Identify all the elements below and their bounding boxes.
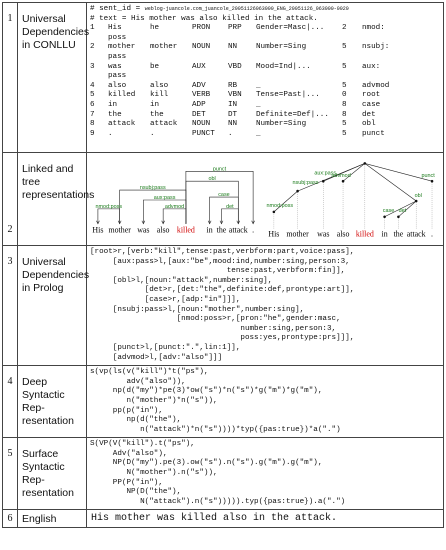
tree-edge	[365, 163, 416, 201]
conllu-cell: root	[362, 91, 381, 100]
conllu-cell: 4	[90, 81, 95, 90]
conllu-cell: Number=Sing	[256, 120, 307, 129]
linked-word: attack	[228, 225, 248, 235]
conllu-cell: 1	[90, 24, 95, 33]
tree-word: mother	[286, 229, 309, 239]
conllu-cell: 8	[342, 110, 347, 119]
conllu-token-row	[90, 72, 402, 82]
row-number: 6	[3, 510, 18, 528]
tree-word: attack	[406, 229, 426, 239]
conllu-cell: VBD	[228, 62, 242, 71]
conllu-cell: 2	[342, 24, 347, 33]
conllu-cell: _	[256, 100, 261, 109]
conllu-cell: Gender=Masc|...	[256, 24, 325, 33]
conllu-cell	[256, 34, 342, 44]
arc-label: nmod:poss	[95, 203, 123, 210]
tree-node	[415, 200, 418, 203]
tree-word: His	[268, 229, 280, 239]
row-label: Deep Syntactic Rep- resentation	[18, 366, 87, 438]
conllu-token-row	[90, 82, 402, 92]
conllu-cell	[256, 72, 342, 82]
conllu-cell: in	[108, 100, 118, 109]
sent-id-line	[90, 5, 440, 15]
conllu-cell: be	[150, 62, 160, 71]
linked-dependency-graph	[90, 157, 258, 241]
dependency-arc	[186, 181, 238, 224]
conllu-cell: killed	[108, 91, 136, 100]
arc-label: punct	[212, 166, 227, 173]
arc-label: aux:pass	[153, 195, 176, 201]
tree-word: .	[431, 229, 434, 239]
conllu-cell	[90, 53, 108, 63]
conllu-cell: Definite=Def|...	[256, 110, 329, 119]
tree-node	[342, 180, 345, 183]
tree-edge-label: nmod:poss	[266, 202, 294, 209]
conllu-token-table	[90, 24, 402, 139]
conllu-cell: he	[150, 24, 160, 33]
conllu-cell: in	[150, 100, 160, 109]
row-number: 4	[3, 366, 18, 438]
conllu-cell	[90, 34, 108, 44]
conllu-cell	[192, 34, 228, 44]
conllu-cell	[362, 53, 402, 63]
arc-label: case	[218, 192, 230, 199]
conllu-cell: 6	[90, 100, 95, 109]
conllu-token-row	[90, 101, 402, 111]
conllu-token-row	[90, 43, 402, 53]
linked-word: His	[92, 225, 104, 235]
conllu-cell: obl	[362, 120, 376, 129]
tree-node	[273, 211, 276, 214]
conllu-cell: 5	[342, 129, 347, 138]
tree-word: killed	[355, 229, 374, 239]
tree-word: also	[336, 229, 350, 239]
graph-content	[87, 153, 444, 246]
conllu-token-row	[90, 63, 402, 73]
conllu-cell	[192, 72, 228, 82]
conllu-cell: DT	[228, 110, 238, 119]
tree-edge-label: aux:pass	[314, 170, 337, 177]
conllu-token-row	[90, 120, 402, 130]
tree-word: was	[317, 229, 330, 239]
conllu-cell: 9	[90, 129, 95, 138]
conllu-cell: NN	[228, 43, 238, 52]
table-row	[3, 366, 444, 438]
conllu-cell: was	[108, 62, 122, 71]
tree-node	[397, 216, 400, 219]
conllu-cell: 0	[342, 91, 347, 100]
conllu-cell: punct	[362, 129, 385, 138]
tree-edge-label: obl	[414, 193, 422, 200]
conllu-cell: RB	[228, 81, 238, 90]
table-row	[3, 510, 444, 528]
linked-word: the	[216, 225, 227, 235]
text-line: # text = His mother was also killed in the attack.	[90, 14, 318, 23]
conllu-cell: kill	[150, 91, 169, 100]
conllu-cell: AUX	[192, 62, 206, 71]
table-row	[3, 438, 444, 510]
table-row	[3, 153, 444, 246]
linked-word: mother	[108, 225, 131, 235]
conllu-token-row	[90, 53, 402, 63]
conllu-cell: VBN	[228, 91, 242, 100]
conllu-cell: ADV	[192, 81, 206, 90]
conllu-cell: _	[256, 81, 261, 90]
sent-id-prefix: # sent_id =	[90, 5, 145, 13]
dependency-arc	[163, 209, 186, 224]
conllu-cell	[256, 53, 342, 63]
arc-label: det	[226, 203, 234, 210]
linked-word: was	[137, 225, 150, 235]
conllu-cell: 5	[342, 120, 347, 129]
conllu-cell: case	[362, 100, 381, 109]
conllu-cell: DET	[192, 110, 206, 119]
conllu-cell: .	[228, 129, 233, 138]
conllu-cell: nmod:	[362, 24, 385, 33]
conllu-cell: PRP	[228, 24, 242, 33]
conllu-cell: also	[150, 81, 169, 90]
conllu-cell: 5	[342, 81, 347, 90]
surface-syntactic-code: S(VP(V("kill").t("ps"), Adv("also"), NP(D("my").pe(3).ow("s").n("s").g("m").g("m"), N("mother").n("s")), PP(P("in"), NP(D("the"), N("attack").n("s"))))).typ({pas:true}).a(".")	[90, 440, 346, 506]
conllu-cell	[228, 53, 256, 63]
conllu-cell: 7	[90, 110, 95, 119]
conllu-cell: VERB	[192, 91, 211, 100]
conllu-cell: pass	[108, 72, 127, 81]
row-number: 3	[3, 246, 18, 366]
conllu-cell: pass	[108, 52, 127, 61]
conllu-token-row	[90, 130, 402, 140]
linked-word: also	[156, 225, 170, 235]
sent-id-value: weblog-juancole.com_juancole_20051126063000_ENG_20051126_063000-0020	[144, 6, 349, 12]
conllu-cell	[342, 53, 362, 63]
conllu-cell: Tense=Past|...	[256, 91, 320, 100]
tree-word: in	[381, 229, 388, 239]
row-label: Linked and tree representations	[18, 153, 87, 246]
conllu-cell: Number=Sing	[256, 43, 307, 52]
conllu-cell: 5	[90, 91, 95, 100]
conllu-cell: 8	[90, 120, 95, 129]
row-label: Surface Syntactic Rep- resentation	[18, 438, 87, 510]
conllu-cell	[150, 53, 192, 63]
conllu-token-row	[90, 34, 402, 44]
tree-edge-label: punct	[421, 173, 435, 180]
row-label: English	[18, 510, 87, 528]
conllu-content	[87, 3, 444, 153]
conllu-cell: mother	[108, 43, 136, 52]
conllu-cell	[192, 53, 228, 63]
conllu-cell: NN	[228, 120, 238, 129]
conllu-cell	[342, 72, 362, 82]
conllu-cell: ADP	[192, 100, 206, 109]
arc-label: nsubj:pass	[139, 185, 166, 192]
conllu-cell: attack	[108, 120, 136, 129]
conllu-cell: advmod	[362, 81, 390, 90]
deep-syntactic-code: s(vp(ls(v("kill")*t("ps"), adv("also")), np(d("my")*pe(3)*ow("s")*n("s")*g("m")*g("m"), n("mother")*n("s")), pp(p("in"), np(d("the"), n("attack")*n("s"))))*typ({pas:true})*a(".")	[90, 368, 341, 434]
row-label: Universal Dependencies in CONLLU	[18, 3, 87, 153]
conllu-token-row	[90, 24, 402, 34]
conllu-token-row	[90, 91, 402, 101]
tree-edge-label: det	[398, 207, 407, 214]
arc-label: obl	[208, 176, 216, 183]
tree-node	[383, 216, 386, 219]
prolog-code: [root>r,[verb:"kill",tense:past,verbform:part,voice:pass], [aux:pass>l,[aux:"be",mood:ind,number:sing,person:3, tense:past,verbform:fin]], [obl>l,[noun:"attack",number:sing], [det>r,[det:"the",definite:def,prontype:art]], [case>r,[adp:"in"]]], [nsubj:pass>l,[noun:"mother",number:sing], [nmod:poss>r,[pron:"he",gender:masc, number:sing,person:3, poss:yes,prontype:prs]]], [punct>l,[punct:".",lin:1]], [advmod>l,[adv:"also"]]]	[90, 248, 355, 362]
conllu-cell: also	[108, 81, 127, 90]
conllu-cell: 2	[90, 43, 95, 52]
conllu-cell	[342, 34, 362, 44]
conllu-cell: .	[108, 129, 113, 138]
tree-edge-label: nsubj:pass	[292, 180, 319, 187]
row-number: 2	[3, 153, 18, 246]
linked-word: in	[206, 225, 213, 235]
tree-word: the	[393, 229, 404, 239]
conllu-cell: mother	[150, 43, 178, 52]
conllu-cell: poss	[108, 33, 127, 42]
tree-node	[322, 180, 325, 183]
conllu-cell: 3	[90, 62, 95, 71]
linked-word: killed	[176, 225, 195, 235]
tree-node	[431, 180, 434, 183]
conllu-cell	[228, 72, 256, 82]
conllu-cell: aux:	[362, 62, 381, 71]
row-number: 5	[3, 438, 18, 510]
conllu-cell	[362, 34, 402, 44]
conllu-cell: _	[256, 129, 261, 138]
conllu-cell: attack	[150, 120, 178, 129]
dependency-arc	[221, 209, 238, 224]
representation-table	[2, 2, 444, 528]
english-sentence: His mother was killed also in the attack.	[87, 510, 444, 528]
row-label: Universal Dependencies in Prolog	[18, 246, 87, 366]
conllu-cell: the	[108, 110, 122, 119]
arc-label: advmod	[164, 203, 185, 210]
dependency-tree-graph	[262, 157, 440, 241]
conllu-cell: 8	[342, 100, 347, 109]
conllu-cell: His	[108, 24, 122, 33]
conllu-cell: IN	[228, 100, 238, 109]
conllu-cell: 5	[342, 62, 347, 71]
conllu-cell	[90, 72, 108, 82]
conllu-cell: PUNCT	[192, 129, 215, 138]
conllu-cell: 5	[342, 43, 347, 52]
table-row	[3, 246, 444, 366]
conllu-cell: .	[150, 129, 155, 138]
tree-edge-label: advmod	[331, 173, 351, 180]
conllu-cell	[228, 34, 256, 44]
conllu-cell: PRON	[192, 24, 211, 33]
dependency-arc	[98, 209, 120, 224]
conllu-cell: Mood=Ind|...	[256, 62, 311, 71]
dependency-arc	[210, 197, 239, 224]
conllu-cell: nsubj:	[362, 43, 390, 52]
conllu-cell	[362, 72, 402, 82]
conllu-cell	[150, 72, 192, 82]
conllu-cell: the	[150, 110, 164, 119]
tree-edge-label: case	[382, 207, 395, 214]
table-row	[3, 3, 444, 153]
conllu-token-row	[90, 111, 402, 121]
tree-node	[364, 162, 367, 165]
conllu-cell	[150, 34, 192, 44]
conllu-cell: NOUN	[192, 43, 211, 52]
tree-node	[296, 190, 299, 193]
conllu-cell: det	[362, 110, 376, 119]
row-number: 1	[3, 3, 18, 153]
conllu-cell: NOUN	[192, 120, 211, 129]
linked-word: .	[252, 225, 255, 235]
